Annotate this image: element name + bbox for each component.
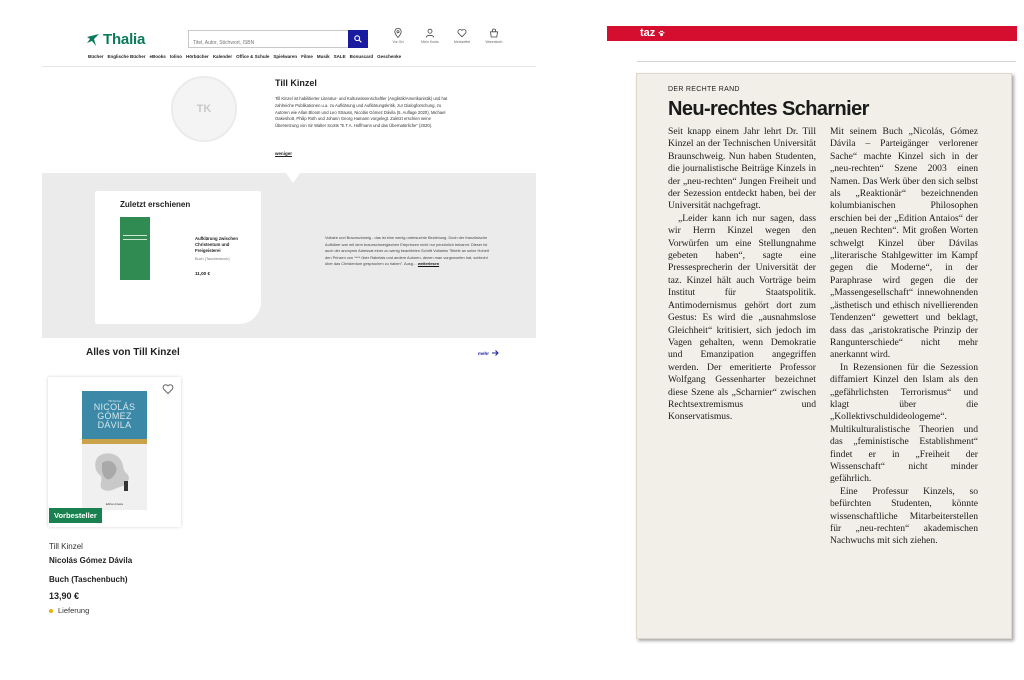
- read-more-link[interactable]: weiterlesen: [417, 261, 440, 266]
- search-button[interactable]: [348, 30, 368, 48]
- author-name: Till Kinzel: [275, 78, 317, 88]
- cover-author: Till Kinzel: [108, 399, 121, 403]
- store-locator-button[interactable]: [386, 28, 410, 44]
- logo-text: Thalia: [103, 31, 146, 48]
- more-link[interactable]: [478, 350, 499, 356]
- author-bio: Till Kinzel ist habilitierter Literatur- und Kulturwissenschaftler (Anglistik/Amerikanistik) und hat zahlreiche Publikationen u.a. zu Aufklärung und Aufklärungskritik, zur Dialogforschung, zu Autoren wie Allan Bloom und Leo Strauss, Nicolás Gómez Dávila (5. Auflage 2020), Michael Oakeshott, Philip Roth und Johann Georg Hamann vorgelegt. Zuletzt erschien seine Übersetzung von Sir Walter Scotts "E.T.A. Hoffmann und das Übernatürliche" (2020).: [275, 96, 448, 129]
- product-cover[interactable]: [82, 391, 147, 510]
- account-button[interactable]: [418, 28, 442, 44]
- recent-book-card[interactable]: [95, 191, 261, 324]
- more-link-label: mehr: [478, 350, 490, 356]
- article-paragraph: In Rezensionen für die Sezession diffamiert Kinzel den Islam als den „gefährlichsten Terrorismus“ und klagt über die „Kollektivschuldideologeme“. Multikulturalistische Theorien und das „feministische Establishment“ findet er in „Freiheit der Wissenschaft“ nicht minder gefährlich.: [830, 361, 978, 485]
- article-column-2: [830, 126, 978, 548]
- nav-item[interactable]: eBooks: [149, 54, 166, 59]
- delivery-status: [49, 606, 89, 615]
- header-divider: [42, 66, 536, 67]
- nav-item[interactable]: Spielwaren: [273, 54, 298, 59]
- taz-logo-text: taz: [640, 27, 656, 39]
- arrow-right-icon: [492, 350, 499, 356]
- product-title[interactable]: Nicolás Gómez Dávila: [49, 556, 133, 565]
- preorder-badge: Vorbesteller: [49, 508, 102, 523]
- site-header: [42, 28, 536, 52]
- nav-item[interactable]: Hörbücher: [186, 54, 209, 59]
- user-icon: [425, 28, 435, 38]
- taz-header-bar: [607, 26, 1017, 41]
- location-icon: [393, 28, 403, 38]
- article-paragraph: „Leider kann ich nur sagen, dass wir Herrn Kinzel wegen den Vorwürfen um eine Stellungnahme gebeten haben“, sagte eine Pressesprecherin der Universität der taz. Kinzel hält auch Vorträge beim Institut für Staatspolitik. Antimodernismus gehört dort zum Gestus: Es wird die „ausnahmslose Gleichheit“ kritisiert, sich jedoch im Vagen gehalten, wenn Demokratie und Emanzipation angegriffen werden. Der emeritierte Professor Wolfgang Gessenharter bezeichnet diese Szene als „Scharnier“ zwischen Rechtsextremismus und Konservatismus.: [668, 212, 816, 423]
- nav-item[interactable]: Kalender: [212, 54, 233, 59]
- heart-icon: [457, 28, 467, 38]
- delivery-dot-icon: [49, 609, 53, 613]
- cover-title: NICOLÁS GÓMEZ DÁVILA: [93, 402, 136, 430]
- cover-text-line: [123, 239, 147, 240]
- basket-button[interactable]: [482, 28, 506, 44]
- all-books-heading: Alles von Till Kinzel: [86, 347, 180, 358]
- article-paragraph: Eine Professur Kinzels, so befürchten Studenten, könnte wissenschaftliche Mitarbeiterstellen für „neu-rechten“ akademischen Nachwuchs mit sich ziehen.: [830, 485, 978, 547]
- nav-item[interactable]: SALE: [333, 54, 346, 59]
- thalia-bird-icon: [86, 33, 100, 47]
- wishlist-heart-icon[interactable]: [162, 383, 174, 395]
- description-text: Voltaire und Braunschweig - das ist eine wenig untersuchte Beziehung. Doch der französische Aufklärer war mit dem braunschweigischen Erbprinzen nicht nur persönlich bekannt. Dieser ist auch der anonyme Adressat einer zu wenig beachteten Schrift Voltaires "Briefe an seine Hoheit den Prinzen von **** über Rabelais und andere Autoren, denen man vorgeworfen hat, schlecht über das Christentum gesprochen zu haben". Ausg…: [325, 235, 489, 266]
- nav-item[interactable]: Office & Schule: [236, 54, 270, 59]
- cover-stripe: [82, 439, 147, 444]
- cover-publisher: Edition Antaios: [105, 503, 124, 506]
- basket-icon: [489, 28, 499, 38]
- header-icon-label: Vor Ort: [392, 40, 404, 44]
- cover-portrait-illustration: [88, 449, 140, 495]
- recent-book-price: 11,00 €: [195, 271, 211, 276]
- recent-book-description: [325, 235, 493, 268]
- header-icon-group: [386, 28, 506, 44]
- header-icon-label: Mein Konto: [421, 40, 439, 44]
- search-icon: [354, 35, 362, 43]
- article-paragraph: Mit seinem Buch „Nicolás, Gómez Dávila – Parteigänger verlorener Sache“ machte Kinzel sich in der „neu-rechten“ Szene 2003 einen Namen. Das Werk über den sich selbst als „Reaktionär“ bezeichnenden kolumbianischen Philosophen erschien bei der „Edition Antaios“ der „neuen Rechten“. Mit großen Worten schwelgt Kinzel über Dávilas „literarische Stahlgewitter im Kampf gegen die Moderne“, in der Paraphrase wird gegen die der „Massengesellschaft“ innewohnenden „ästhetisch und ethisch nivellierenden Tendenzen“ gewettert und beklagt, dass das „aristokratische Prinzip der Rangunterschiede“ nicht mehr anerkannt wird.: [830, 126, 978, 361]
- product-price: 13,90 €: [49, 591, 80, 601]
- article-paragraph: Seit knapp einem Jahr lehrt Dr. Till Kinzel an der Technischen Universität Braunschweig. Nun haben Studenten, die journalistische Beiträge Kinzels in der „neu-rechten“ Jungen Freiheit und der Sezession entdeckt haben, bei der Universität nachgefragt.: [668, 126, 816, 212]
- product-author[interactable]: Till Kinzel: [49, 542, 83, 551]
- taz-paw-icon: [658, 30, 665, 37]
- wishlist-button[interactable]: [450, 28, 474, 44]
- nav-item[interactable]: Englische Bücher: [107, 54, 146, 59]
- taz-logo[interactable]: [640, 26, 665, 41]
- nav-item[interactable]: Geschenke: [377, 54, 402, 59]
- product-format: Buch (Taschenbuch): [49, 575, 128, 584]
- search-box: [188, 30, 368, 48]
- nav-item[interactable]: Musik: [316, 54, 330, 59]
- nav-item[interactable]: tolino: [169, 54, 183, 59]
- cover-text-line: [123, 235, 147, 236]
- header-icon-label: Merkzettel: [453, 40, 471, 44]
- thalia-page: [42, 0, 536, 680]
- recent-book-info: [195, 236, 255, 276]
- search-input[interactable]: [189, 35, 344, 51]
- nav-item[interactable]: Bonuscard: [349, 54, 374, 59]
- recent-book-format: Buch (Taschenbuch): [195, 257, 230, 261]
- recent-book-cover[interactable]: [120, 217, 150, 280]
- delivery-label: Lieferung: [58, 606, 90, 615]
- article-column-1: [668, 126, 816, 424]
- recent-book-title[interactable]: Aufklärung zwischen Christentum und Freigeisterei: [195, 236, 238, 253]
- article-kicker: DER RECHTE RAND: [668, 86, 740, 93]
- nav-item[interactable]: Filme: [301, 54, 313, 59]
- article-clipping: [636, 73, 1012, 639]
- show-less-link[interactable]: weniger: [275, 151, 293, 156]
- article-headline: Neu-rechtes Scharnier: [668, 98, 869, 120]
- thalia-logo[interactable]: [86, 31, 145, 48]
- author-avatar: TK: [171, 76, 237, 142]
- taz-divider: [637, 61, 1016, 62]
- main-navigation: [88, 54, 401, 59]
- header-icon-label: Warenkorb: [485, 40, 503, 44]
- nav-item[interactable]: Bücher: [88, 54, 104, 59]
- recent-heading: Zuletzt erschienen: [120, 200, 191, 209]
